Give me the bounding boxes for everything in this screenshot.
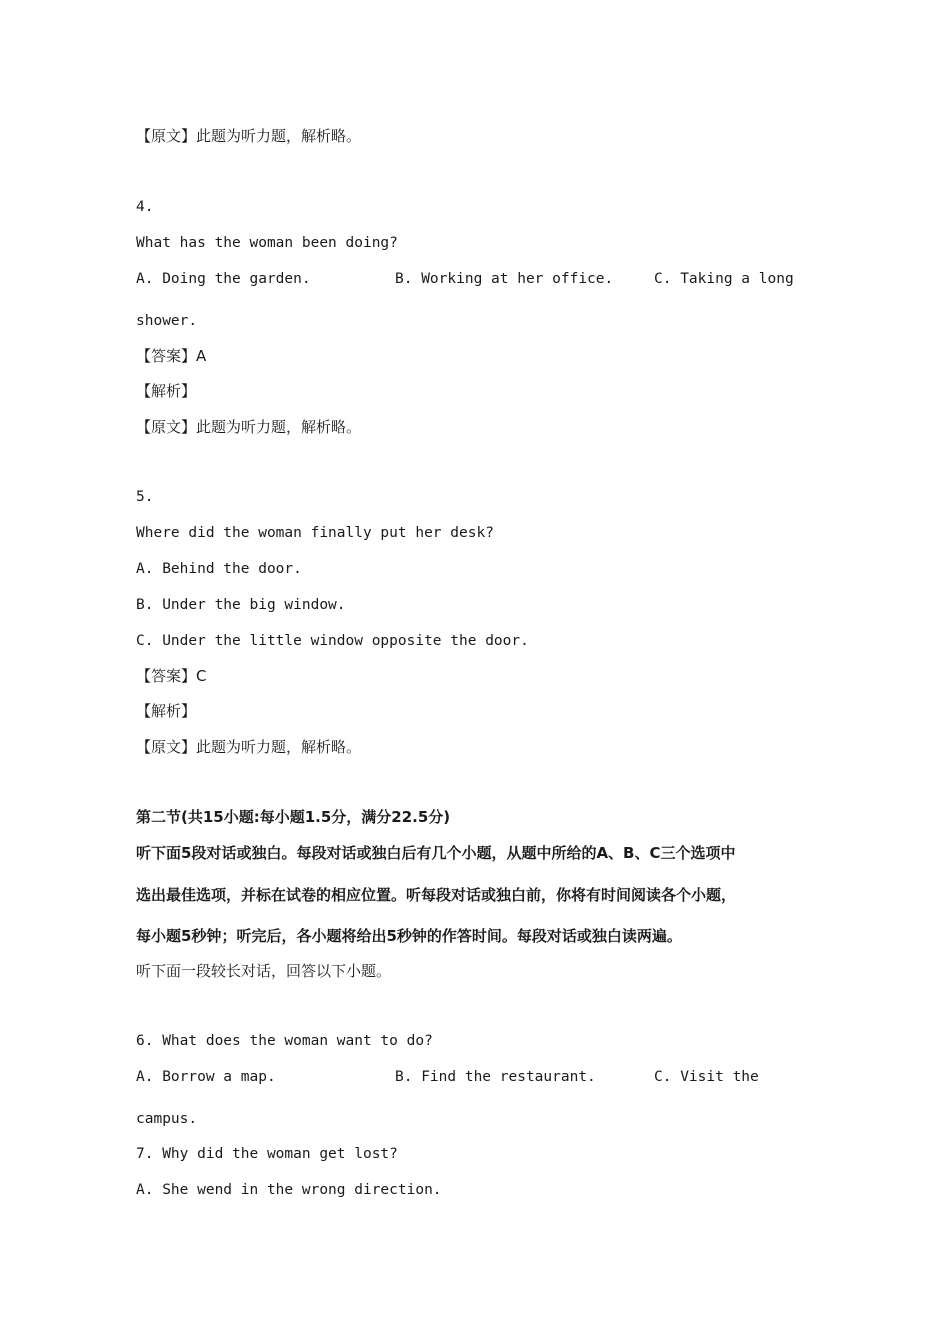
q5-analysis: 【解析】 (136, 702, 197, 720)
q4-answer: 【答案】A (136, 347, 207, 365)
q6-option-c-cont: campus. (136, 1111, 198, 1127)
q4-option-a: A. Doing the garden. (136, 271, 311, 287)
q5-option-b: B. Under the big window. (136, 597, 346, 613)
q4-option-b: B. Working at her office. (395, 271, 614, 287)
q4-option-c: C. Taking a long (654, 271, 794, 287)
q5-option-a: A. Behind the door. (136, 561, 302, 577)
section2-instructions-line1: 听下面5段对话或独白。每段对话或独白后有几个小题，从题中所给的A、B、C三个选项中 (136, 844, 736, 862)
q4-option-c-cont: shower. (136, 313, 198, 329)
q6-option-b: B. Find the restaurant. (395, 1069, 596, 1085)
q5-option-c: C. Under the little window opposite the door. (136, 633, 529, 649)
q5-number: 5. (136, 489, 154, 505)
q3-source-note: 【原文】此题为听力题，解析略。 (136, 127, 362, 145)
q6-option-a: A. Borrow a map. (136, 1069, 276, 1085)
q7-option-a: A. She wend in the wrong direction. (136, 1182, 442, 1198)
q5-source-note: 【原文】此题为听力题，解析略。 (136, 738, 362, 756)
section2-instructions-line2: 选出最佳选项，并标在试卷的相应位置。听每段对话或独白前，你将有时间阅读各个小题， (136, 886, 737, 904)
q5-question: Where did the woman finally put her desk? (136, 525, 494, 541)
q6-question: 6. What does the woman want to do? (136, 1033, 433, 1049)
q4-analysis: 【解析】 (136, 382, 197, 400)
q4-number: 4. (136, 199, 154, 215)
q4-question: What has the woman been doing? (136, 235, 398, 251)
q5-answer: 【答案】C (136, 667, 207, 685)
section2-instructions-line3: 每小题5秒钟；听完后，各小题将给出5秒钟的作答时间。每段对话或独白读两遍。 (136, 927, 682, 945)
section2-intro: 听下面一段较长对话，回答以下小题。 (136, 962, 392, 980)
q4-source-note: 【原文】此题为听力题，解析略。 (136, 418, 362, 436)
q6-option-c: C. Visit the (654, 1069, 759, 1085)
q7-question: 7. Why did the woman get lost? (136, 1146, 398, 1162)
section2-heading: 第二节(共15小题:每小题1.5分，满分22.5分) (136, 808, 451, 826)
